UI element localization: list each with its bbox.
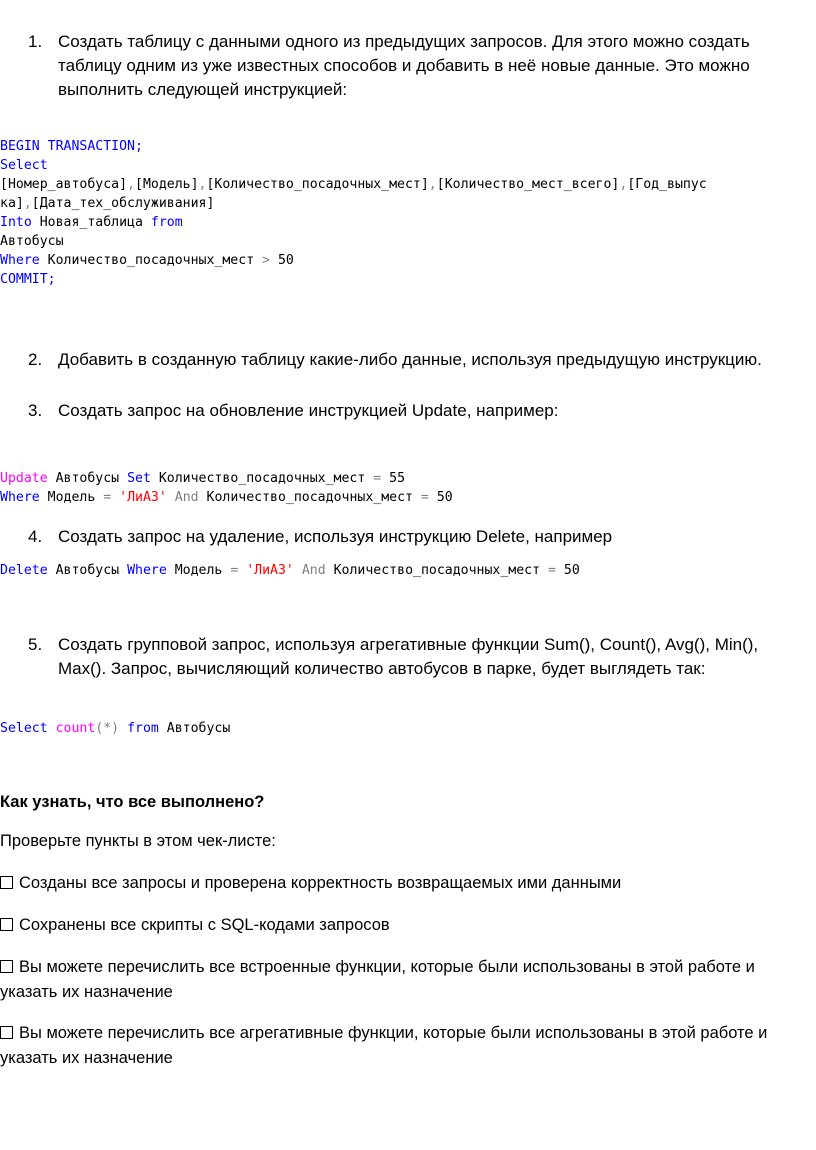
list-text: Создать таблицу с данными одного из предыдущих запросов. Для этого можно создать таблицу одним из уже известных способов и добавить в неё новые данные. Это можно выполнить следующей инструкцией: bbox=[58, 32, 750, 99]
code-operator: (*) bbox=[95, 721, 120, 736]
code-function: count bbox=[55, 721, 96, 736]
checkbox-icon[interactable] bbox=[0, 960, 13, 973]
list-number: 2. bbox=[28, 350, 43, 369]
code-identifier: Автобусы bbox=[166, 721, 231, 736]
code-identifier: [Модель] bbox=[135, 177, 199, 192]
checklist-text: Созданы все запросы и проверена корректность возвращаемых ими данными bbox=[19, 874, 622, 892]
code-number: 50 bbox=[563, 563, 580, 578]
code-keyword: Select bbox=[0, 158, 48, 173]
code-identifier: ка] bbox=[0, 196, 24, 211]
code-identifier: Количество_посадочных_мест bbox=[158, 471, 366, 486]
code-block-aggregate bbox=[0, 719, 800, 738]
list-item-2 bbox=[28, 348, 788, 372]
code-identifier: Автобусы bbox=[0, 234, 64, 249]
checklist-text: Сохранены все скрипты с SQL-кодами запросов bbox=[19, 916, 390, 934]
code-block-update bbox=[0, 469, 800, 507]
code-number: 50 bbox=[277, 253, 294, 268]
code-keyword: Set bbox=[127, 471, 151, 486]
code-keyword: Update bbox=[0, 471, 48, 486]
code-keyword: Delete bbox=[0, 563, 48, 578]
code-operator: = bbox=[373, 471, 382, 486]
checklist-item-3 bbox=[0, 955, 790, 1005]
checklist-item-4 bbox=[0, 1021, 790, 1071]
list-text: Добавить в созданную таблицу какие-либо данные, используя предыдущую инструкцию. bbox=[58, 350, 762, 369]
code-identifier: [Дата_тех_обслуживания] bbox=[31, 196, 215, 211]
code-operator: , bbox=[198, 177, 207, 192]
list-number: 5. bbox=[28, 635, 43, 654]
code-identifier: Новая_таблица bbox=[39, 215, 143, 230]
list-item-5 bbox=[28, 633, 788, 681]
code-operator: , bbox=[619, 177, 628, 192]
code-identifier: [Количество_посадочных_мест] bbox=[206, 177, 429, 192]
code-string: 'ЛиАЗ' bbox=[246, 563, 294, 578]
code-string: 'ЛиАЗ' bbox=[119, 490, 167, 505]
code-operator: > bbox=[262, 253, 270, 268]
code-operator: , bbox=[127, 177, 135, 192]
code-operator: And bbox=[174, 490, 199, 505]
checklist-heading: Как узнать, что все выполнено? bbox=[0, 793, 265, 811]
code-operator: , bbox=[23, 196, 32, 211]
checkbox-icon[interactable] bbox=[0, 918, 13, 931]
checklist-item-1 bbox=[0, 871, 790, 896]
code-keyword: Select bbox=[0, 721, 48, 736]
code-identifier: Количество_посадочных_мест bbox=[47, 253, 255, 268]
code-identifier: Модель bbox=[174, 563, 223, 578]
list-text: Создать запрос на обновление инструкцией Update, например: bbox=[58, 401, 559, 420]
checkbox-icon[interactable] bbox=[0, 1026, 13, 1039]
code-identifier: [Номер_автобуса] bbox=[0, 177, 128, 192]
code-operator: = bbox=[103, 490, 112, 505]
code-number: 55 bbox=[389, 471, 406, 486]
code-keyword: Into bbox=[0, 215, 32, 230]
list-item-1 bbox=[28, 30, 788, 102]
list-number: 1. bbox=[28, 32, 43, 51]
code-keyword: Where bbox=[0, 253, 40, 268]
checklist-intro: Проверьте пункты в этом чек-листе: bbox=[0, 832, 276, 850]
code-operator: = bbox=[230, 563, 239, 578]
code-identifier: Модель bbox=[47, 490, 96, 505]
code-block-create-table bbox=[0, 137, 800, 289]
code-identifier: Автобусы bbox=[55, 563, 120, 578]
code-keyword: BEGIN TRANSACTION; bbox=[0, 139, 143, 154]
list-item-4 bbox=[28, 525, 788, 549]
checklist-item-2 bbox=[0, 913, 790, 938]
code-operator: , bbox=[428, 177, 437, 192]
list-text: Создать запрос на удаление, используя инструкцию Delete, например bbox=[58, 527, 613, 546]
code-identifier: [Количество_мест_всего] bbox=[436, 177, 620, 192]
code-operator: And bbox=[301, 563, 326, 578]
code-keyword: from bbox=[127, 721, 159, 736]
list-item-3 bbox=[28, 399, 788, 423]
code-operator: = bbox=[420, 490, 429, 505]
code-identifier: Автобусы bbox=[55, 471, 120, 486]
checklist-text: Вы можете перечислить все агрегативные функции, которые были использованы в этой работе и указать их назначение bbox=[0, 1024, 768, 1067]
list-number: 3. bbox=[28, 401, 43, 420]
code-keyword: from bbox=[150, 215, 183, 230]
code-number: 50 bbox=[436, 490, 453, 505]
checkbox-icon[interactable] bbox=[0, 876, 13, 889]
code-keyword: Where bbox=[0, 490, 40, 505]
code-operator: = bbox=[548, 563, 556, 578]
code-keyword: Where bbox=[127, 563, 167, 578]
code-identifier: Количество_посадочных_мест bbox=[206, 490, 413, 505]
checklist-text: Вы можете перечислить все встроенные функции, которые были использованы в этой работе и указать их назначение bbox=[0, 958, 755, 1001]
code-identifier: Количество_посадочных_мест bbox=[333, 563, 541, 578]
code-keyword: COMMIT; bbox=[0, 272, 56, 287]
list-text: Создать групповой запрос, используя агрегативные функции Sum(), Count(), Avg(), Min(), Max(). Запрос, вычисляющий количество автобусов в парке, будет выглядеть так: bbox=[58, 635, 759, 678]
code-block-delete bbox=[0, 561, 800, 580]
list-number: 4. bbox=[28, 527, 43, 546]
code-identifier: [Год_выпус bbox=[627, 177, 707, 192]
